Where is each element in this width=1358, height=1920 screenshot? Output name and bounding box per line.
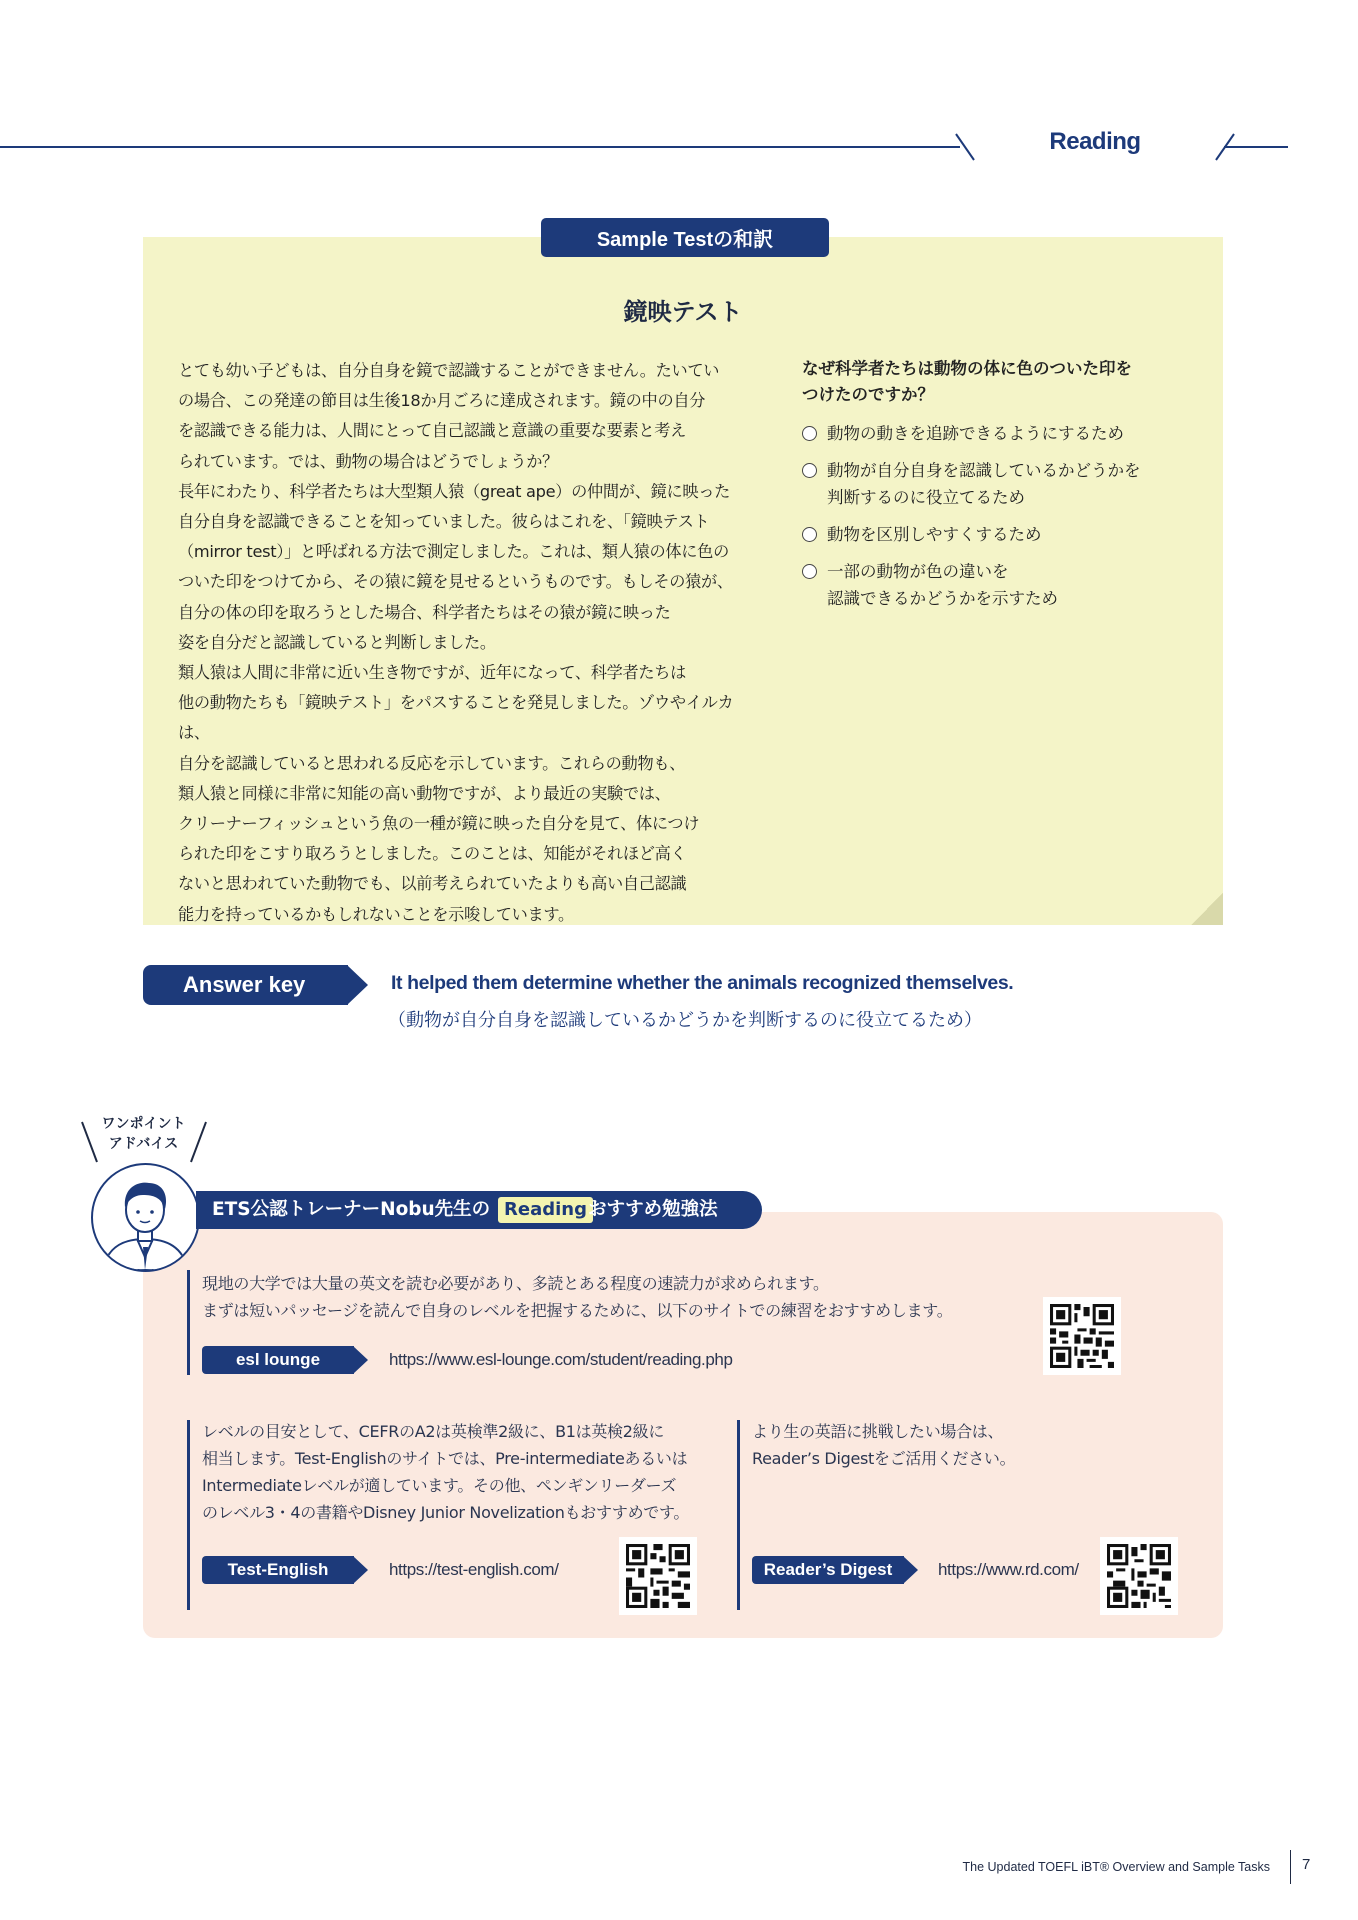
readers-digest-accent-bar [737,1420,740,1610]
passage-line: 姿を自分だと認識していると判断しました。 [178,632,496,652]
passage-line: ついた印をつけてから、その猿に鏡を見せるというものです。もしその猿が、 [178,572,733,592]
intro-text [202,1270,1052,1324]
test-english-label: Test-English [227,1560,329,1579]
pill-arrow [353,1346,368,1374]
advice-label-line: アドバイス [108,1136,179,1152]
one-point-advice-label [96,1114,191,1154]
esl-lounge-qr-code [1043,1297,1121,1375]
option-4[interactable] [802,558,1202,612]
test-english-url[interactable]: https://test-english.com/ [389,1560,559,1579]
banner-highlight: Reading [498,1197,593,1223]
passage-line: クリーナーフィッシュという魚の一種が鏡に映った自分を見て、体につけ [178,814,700,834]
radio-circle-icon[interactable] [802,527,817,542]
advice-slash-right [188,1120,208,1164]
page-number: 7 [1302,1856,1311,1873]
option-text-line: 動物の動きを追跡できるようにするため [827,424,1124,443]
right-line: より生の英語に挑戦したい場合は、 [752,1422,1004,1441]
intro-line: 現地の大学では大量の英文を読む必要があり、多読とある程度の速読力が求められます。 [202,1274,829,1293]
article-title: 鏡映テスト [623,298,743,326]
option-text [827,420,1124,447]
banner-prefix: ETS公認トレーナーNobu先生の [212,1199,491,1220]
radio-circle-icon[interactable] [802,463,817,478]
readers-digest-url[interactable]: https://www.rd.com/ [938,1560,1079,1579]
answer-english: It helped them determine whether the animals recognized themselves. [391,972,1014,994]
readers-digest-qr-code [1100,1537,1178,1615]
option-text-line: 認識できるかどうかを示すため [827,589,1058,608]
option-1[interactable] [802,420,1202,447]
qr-code-icon [626,1544,690,1608]
footer-title: The Updated TOEFL iBT® Overview and Sample Tasks [962,1860,1270,1874]
qr-code-icon [1050,1304,1114,1368]
passage-line: 長年にわたり、科学者たちは大型類人猿（great ape）の仲間が、鏡に映った [178,481,731,501]
intro-line: まずは短いパッセージを読んで自身のレベルを把握するために、以下のサイトでの練習をおすすめします。 [202,1301,953,1320]
passage-line: ないと思われていた動物でも、以前考えられていたよりも高い自己認識 [178,874,687,894]
sample-test-tab: Sample Testの和訳 [541,218,829,257]
answer-japanese: （動物が自分自身を認識しているかどうかを判断するのに役立てるため） [388,1010,982,1031]
option-2[interactable] [802,457,1202,511]
answer-key-label [143,965,368,1005]
test-english-qr-code [619,1537,697,1615]
passage-line: とても幼い子どもは、自分自身を鏡で認識することができません。たいてい [178,361,720,380]
option-text-line: 動物が自分自身を認識しているかどうかを [827,461,1141,480]
qr-code-icon [1107,1544,1171,1608]
advice-slash-left [80,1120,100,1164]
question-line: なぜ科学者たちは動物の体に色のついた印を [802,359,1132,378]
page-fold [1191,893,1223,925]
passage [178,356,743,930]
header-rule-left [0,146,960,148]
advice-label-line: ワンポイント [101,1116,186,1132]
passage-line: 類人猿と同様に非常に知能の高い動物ですが、より最近の実験では、 [178,783,671,803]
passage-line: られた印をこすり取ろうとしました。このことは、知能がそれほど高く [178,844,687,864]
section-label: Reading [1049,128,1141,155]
left-line: レベルの目安として、CEFRのA2は英検準2級に、B1は英検2級に [202,1422,665,1441]
test-english-accent-bar [187,1420,190,1610]
esl-lounge-label: esl lounge [235,1350,321,1369]
answer-options [802,420,1202,622]
option-text-line: 動物を区別しやすくするため [827,525,1042,544]
option-text-line: 判断するのに役立てるため [827,488,1025,507]
passage-line: 能力を持っているかもしれないことを示唆しています。 [178,904,574,924]
passage-line: 類人猿は人間に非常に近い生き物ですが、近年になって、科学者たちは [178,663,687,683]
trainer-avatar [91,1163,200,1272]
passage-line: の場合、この発達の節目は生後18か月ごろに達成されます。鏡の中の自分 [178,391,706,411]
header-slash-left [952,132,978,162]
test-english-link-label [202,1556,368,1584]
radio-circle-icon[interactable] [802,564,817,579]
option-3[interactable] [802,521,1202,548]
test-english-text [202,1418,722,1526]
passage-line: 自分自身を認識できることを知っていました。彼らはこれを、「鏡映テスト [178,512,710,532]
passage-line: 他の動物たちも「鏡映テスト」をパスすることを発見しました。ゾウやイルカは、 [178,693,734,743]
option-text [827,457,1141,511]
readers-digest-link-label [752,1556,918,1584]
passage-line: を認識できる能力は、人間にとって自己認識と意識の重要な要素と考え [178,421,687,441]
left-line: のレベル3・4の書籍やDisney Junior Novelizationもおすすめです。 [202,1503,690,1522]
footer-divider [1290,1850,1291,1884]
left-line: 相当します。Test-Englishのサイトでは、Pre-intermediateあるいは [202,1449,688,1468]
question-line: つけたのですか？ [802,385,934,404]
passage-line: られています。では、動物の場合はどうでしょうか？ [178,451,559,471]
passage-line: 自分を認識していると思われる反応を示しています。これらの動物も、 [178,753,686,773]
advice-banner [196,1191,762,1229]
trainer-portrait-icon [93,1165,198,1270]
question [802,356,1182,408]
esl-lounge-url[interactable]: https://www.esl-lounge.com/student/reading.php [389,1350,733,1369]
intro-accent-bar [187,1270,190,1375]
answer-key-text: Answer key [183,972,306,997]
passage-line: 自分の体の印を取ろうとした場合、科学者たちはその猿が鏡に映った [178,602,671,622]
option-text [827,558,1058,612]
pill-arrow [903,1556,918,1584]
passage-line: （mirror test）」と呼ばれる方法で測定しました。これは、類人猿の体に色の [178,542,729,562]
left-line: Intermediateレベルが適しています。その他、ペンギンリーダーズ [202,1476,677,1495]
answer-key-pill-arrow [347,965,368,1005]
readers-digest-text [752,1418,1172,1472]
pill-arrow [353,1556,368,1584]
option-text [827,521,1042,548]
readers-digest-label: Reader’s Digest [763,1560,893,1579]
option-text-line: 一部の動物が色の違いを [827,562,1009,581]
right-line: Reader’s Digestをご活用ください。 [752,1449,1016,1468]
banner-suffix: おすすめ勉強法 [588,1199,718,1220]
radio-circle-icon[interactable] [802,426,817,441]
esl-lounge-link-label [202,1346,368,1374]
header-rule-right [1224,146,1288,148]
